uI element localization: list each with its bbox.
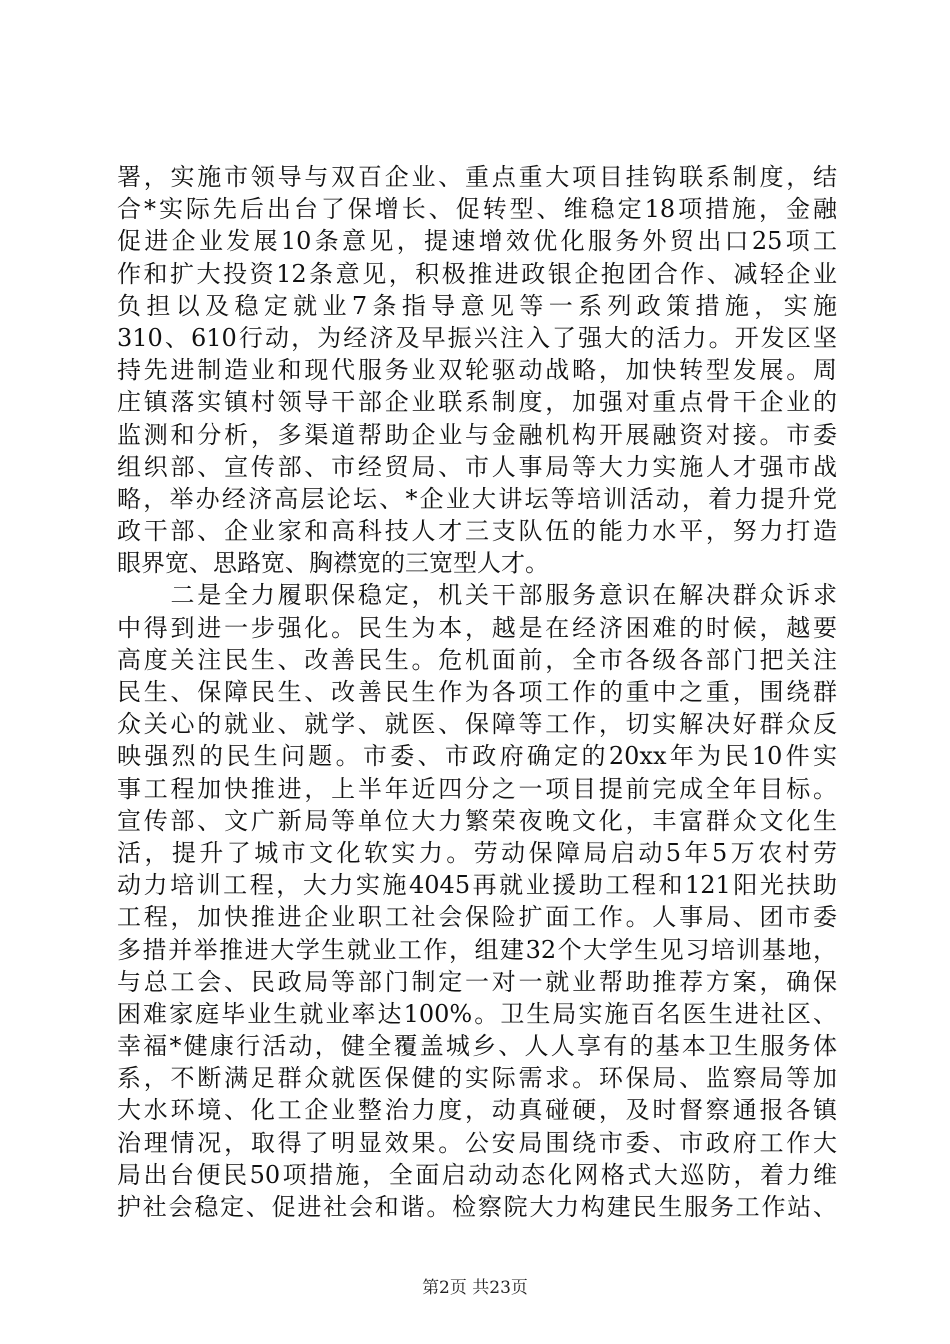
text-line: 困难家庭毕业生就业率达100%。卫生局实施百名医生进社区、	[117, 999, 837, 1028]
text-line: 系，不断满足群众就医保健的实际需求。环保局、监察局等加	[117, 1064, 837, 1093]
text-line: 治理情况，取得了明显效果。公安局围绕市委、市政府工作大	[117, 1128, 837, 1157]
text-line: 负担以及稳定就业7条指导意见等一系列政策措施，实施	[117, 291, 837, 320]
text-line: 动力培训工程，大力实施4045再就业援助工程和121阳光扶助	[117, 871, 837, 900]
paragraph-end-line: 眼界宽、思路宽、胸襟宽的三宽型人才。	[117, 549, 549, 578]
text-line: 与总工会、民政局等部门制定一对一就业帮助推荐方案，确保	[117, 967, 837, 996]
text-line: 略，举办经济高层论坛、*企业大讲坛等培训活动，着力提升党	[117, 484, 837, 513]
text-line: 持先进制造业和现代服务业双轮驱动战略，加快转型发展。周	[117, 356, 837, 385]
text-line: 310、610行动，为经济及早振兴注入了强大的活力。开发区坚	[117, 323, 837, 352]
text-line: 高度关注民生、改善民生。危机面前，全市各级各部门把关注	[117, 645, 837, 674]
text-line: 映强烈的民生问题。市委、市政府确定的20xx年为民10件实	[117, 742, 837, 771]
text-line: 活，提升了城市文化软实力。劳动保障局启动5年5万农村劳	[117, 838, 837, 867]
paragraph-start-line: 二是全力履职保稳定，机关干部服务意识在解决群众诉求	[117, 581, 837, 610]
page-number-footer: 第2页 共23页	[422, 1278, 528, 1298]
text-line: 工程，加快推进企业职工社会保险扩面工作。人事局、团市委	[117, 903, 837, 932]
body-text	[117, 161, 837, 1223]
text-line: 多措并举推进大学生就业工作，组建32个大学生见习培训基地，	[117, 935, 837, 964]
text-line: 大水环境、化工企业整治力度，动真碰硬，及时督察通报各镇	[117, 1096, 837, 1125]
text-line: 中得到进一步强化。民生为本，越是在经济困难的时候，越要	[117, 613, 837, 642]
text-line: 局出台便民50项措施，全面启动动态化网格式大巡防，着力维	[117, 1160, 837, 1189]
text-line: 事工程加快推进，上半年近四分之一项目提前完成全年目标。	[117, 774, 837, 803]
text-line: 促进企业发展10条意见，提速增效优化服务外贸出口25项工	[117, 227, 837, 256]
text-line: 合*实际先后出台了保增长、促转型、维稳定18项措施，金融	[117, 195, 837, 224]
text-line: 宣传部、文广新局等单位大力繁荣夜晚文化，丰富群众文化生	[117, 806, 837, 835]
text-line: 监测和分析，多渠道帮助企业与金融机构开展融资对接。市委	[117, 420, 837, 449]
text-line: 作和扩大投资12条意见，积极推进政银企抱团合作、减轻企业	[117, 259, 837, 288]
text-line: 民生、保障民生、改善民生作为各项工作的重中之重，围绕群	[117, 678, 837, 706]
text-line: 众关心的就业、就学、就医、保障等工作，切实解决好群众反	[117, 710, 837, 739]
text-line: 组织部、宣传部、市经贸局、市人事局等大力实施人才强市战	[117, 452, 837, 481]
text-line: 护社会稳定、促进社会和谐。检察院大力构建民生服务工作站、	[117, 1193, 837, 1221]
text-line: 庄镇落实镇村领导干部企业联系制度，加强对重点骨干企业的	[117, 388, 837, 417]
text-line: 署，实施市领导与双百企业、重点重大项目挂钩联系制度，结	[117, 163, 837, 191]
text-line: 幸福*健康行活动，健全覆盖城乡、人人享有的基本卫生服务体	[117, 1032, 837, 1061]
text-line: 政干部、企业家和高科技人才三支队伍的能力水平，努力打造	[117, 517, 837, 546]
